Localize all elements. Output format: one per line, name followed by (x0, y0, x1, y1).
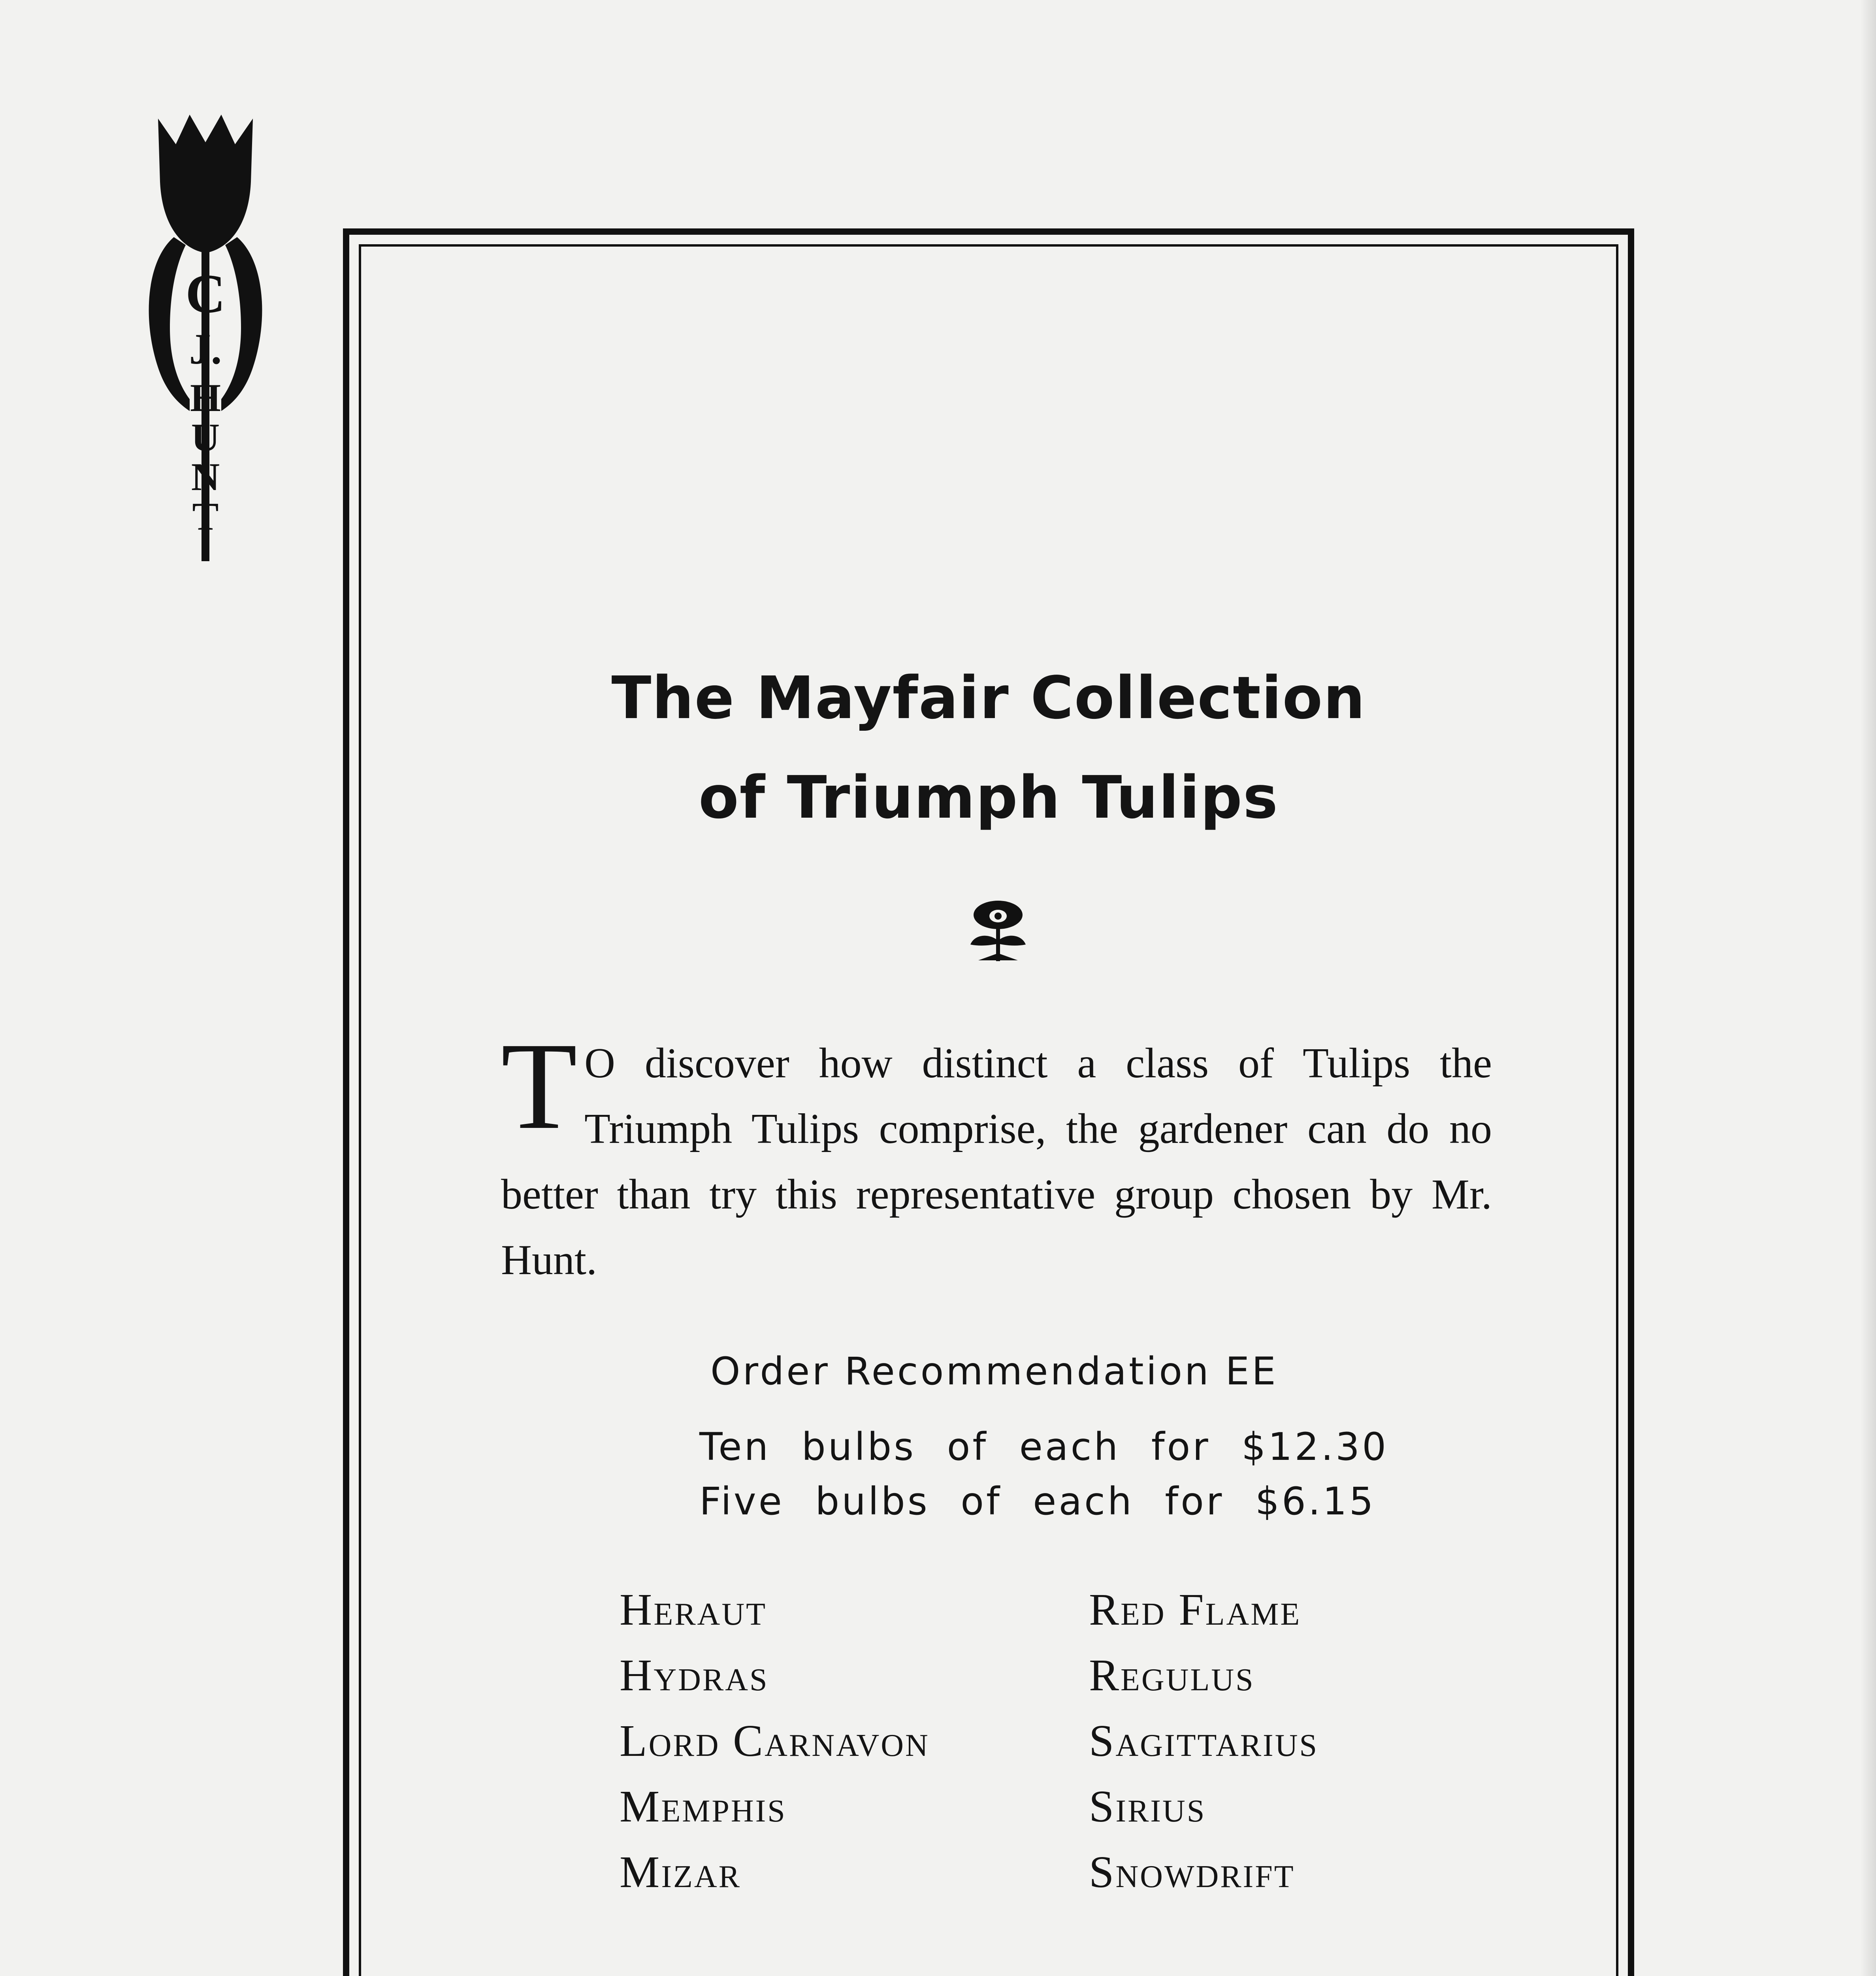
variety-item: Snowdrift (1089, 1847, 1295, 1897)
flower-ornament-icon (966, 897, 1030, 964)
variety-item: Red Flame (1089, 1584, 1302, 1635)
variety-item: Heraut (620, 1584, 767, 1635)
variety-item: Hydras (620, 1650, 769, 1700)
page-edge-shadow (1860, 0, 1876, 1976)
drop-cap: T (501, 1017, 578, 1155)
price-line-five-bulbs: Five bulbs of each for $6.15 (699, 1479, 1376, 1523)
svg-text:N: N (191, 455, 220, 499)
variety-item: Lord Carnavon (620, 1716, 930, 1766)
svg-text:J.: J. (189, 325, 222, 373)
intro-paragraph (501, 1017, 1492, 1293)
variety-item: Mizar (620, 1847, 742, 1897)
svg-text:C: C (185, 263, 226, 324)
svg-text:T: T (192, 494, 219, 538)
svg-text:U: U (191, 415, 220, 459)
intro-text: O discover how distinct a class of Tulips the Triumph Tulips comprise, the gardener can do no better than try this representative group chosen by Mr. Hunt. (501, 1040, 1492, 1284)
svg-text:H: H (190, 376, 221, 420)
tulip-logo-icon (134, 107, 277, 565)
order-recommendation-title: Order Recommendation EE (710, 1349, 1278, 1393)
page-title-line-2: of Triumph Tulips (699, 764, 1279, 832)
variety-item: Memphis (620, 1781, 787, 1831)
page-title-line-1: The Mayfair Collection (611, 664, 1366, 732)
variety-item: Regulus (1089, 1650, 1255, 1700)
price-line-ten-bulbs: Ten bulbs of each for $12.30 (699, 1425, 1389, 1469)
variety-item: Sagittarius (1089, 1716, 1318, 1766)
variety-item: Sirius (1089, 1781, 1206, 1831)
